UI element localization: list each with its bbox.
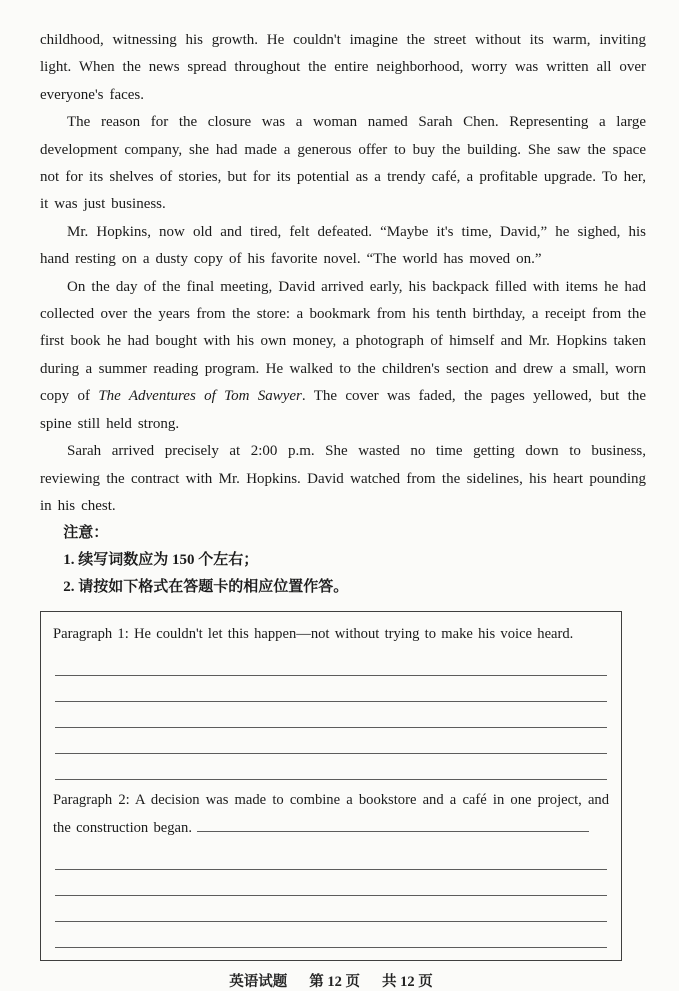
writing-line: [55, 650, 607, 676]
page-footer: [40, 970, 622, 991]
paragraph2-opening-sentence: A decision was made to combine a bookstore and a café in one project, and the construction began.: [53, 792, 610, 837]
writing-line: [55, 922, 607, 948]
writing-line: [55, 702, 607, 728]
story-paragraph-2: The reason for the closure was a woman named Sarah Chen. Representing a large development company, she had made a generous offer to buy the building. She saw the space not for its shelves of stories, but for its potential as a trendy café, a profitable upgrade. To her, it was just business.: [40, 114, 646, 213]
writing-line: [55, 844, 607, 870]
paragraph2-prompt: [53, 786, 609, 842]
story-paragraph-5: Sarah arrived precisely at 2:00 p.m. She wasted no time getting down to business, reviewing the contract with Mr. Hopkins. David watched from the sidelines, his heart pounding in his chest.: [40, 443, 646, 514]
writing-line: [55, 728, 607, 754]
notice-item-2: 2. 请按如下格式在答题卡的相应位置作答。: [63, 579, 349, 596]
writing-line: [55, 754, 607, 780]
footer-total-pages: 共 12 页: [382, 974, 433, 991]
story-paragraph-4-text: On the day of the final meeting, David arrived early, his backpack filled with items he had collected over the years from the store: a bookmark from his tenth birthday, a receipt from the first book he had bought with his own money, a photograph of himself and Mr. Hopkins taken during a summer reading program. He walked to the children's section and drew a small, worn copy of: [40, 278, 646, 405]
notice-item-1: 1. 续写词数应为 150 个左右；: [63, 552, 259, 569]
paragraph2-label: Paragraph 2:: [53, 792, 136, 809]
paragraph1-opening-sentence: He couldn't let this happen—not without trying to make his voice heard.: [134, 626, 574, 643]
paragraph1-label: Paragraph 1:: [53, 626, 135, 643]
writing-line: [55, 676, 607, 702]
notice-label: 注意：: [63, 525, 109, 542]
writing-line: [55, 896, 607, 922]
footer-exam-title: 英语试题: [229, 974, 288, 991]
story-paragraph-4-text-end: . The cover was faded, the pages yellowed, but the spine still held strong.: [40, 388, 646, 432]
writing-lines-paragraph1: [55, 650, 607, 780]
answer-box: [40, 611, 622, 961]
story-paragraph-3: Mr. Hopkins, now old and tired, felt defeated. “Maybe it's time, David,” he sighed, his hand resting on a dusty copy of his favorite novel. “The world has moved on.”: [40, 223, 646, 268]
footer-page-number: 第 12 页: [309, 974, 360, 991]
writing-lines-paragraph2: [55, 844, 607, 948]
story-paragraph-4: [40, 274, 646, 438]
writing-line: [55, 870, 607, 896]
story-paragraph-1: childhood, witnessing his growth. He couldn't imagine the street without its warm, inviting light. When the news spread throughout the entire neighborhood, worry was written all over everyone's faces.: [40, 32, 646, 103]
reading-passage: [40, 27, 646, 601]
book-title: The Adventures of Tom Sawyer: [98, 388, 302, 405]
paragraph1-prompt: [53, 620, 609, 648]
writing-line-inline: [197, 817, 589, 832]
